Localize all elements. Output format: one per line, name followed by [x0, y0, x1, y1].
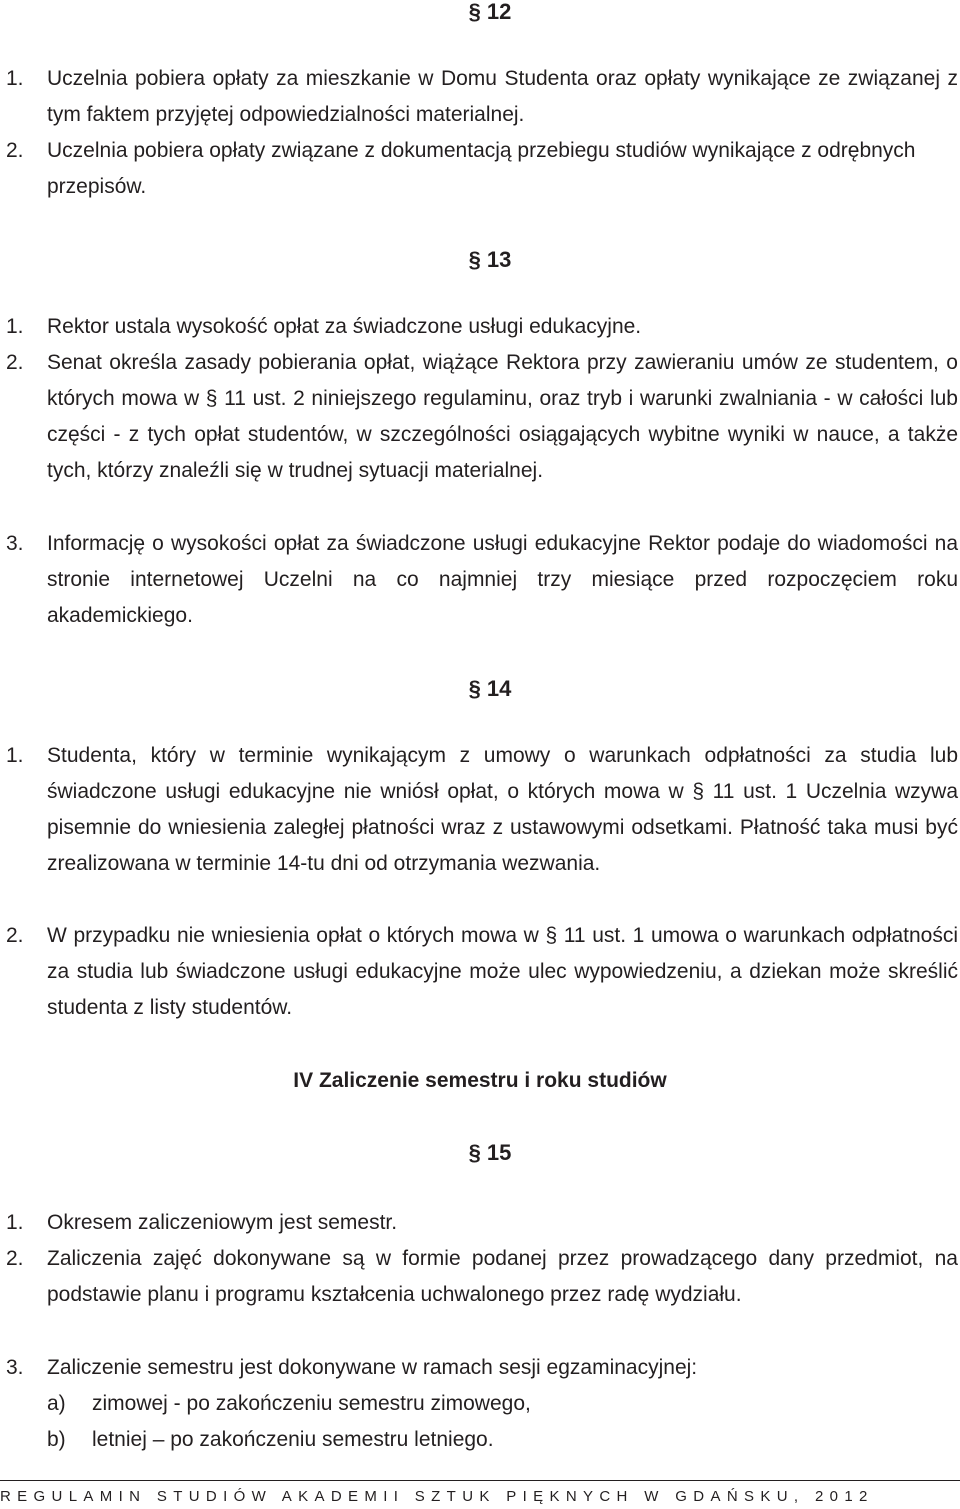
item-number: 1. [6, 315, 24, 338]
footer-divider [0, 1480, 960, 1481]
list-item [0, 61, 960, 133]
list-item [0, 526, 960, 634]
chapter-title: IV Zaliczenie semestru i roku studiów [293, 1069, 667, 1092]
list-item [0, 345, 960, 489]
item-number: 1. [6, 744, 24, 767]
item-text: Zaliczenia zajęć dokonywane są w formie podanej przez prowadzącego dany przedmiot, na podstawie planu i programu kształcenia uchwalonego przez radę wydziału. [47, 1247, 958, 1306]
paragraph-heading-13: § 13 [468, 247, 512, 272]
list-item [0, 309, 960, 345]
list-item [0, 1205, 960, 1241]
item-number: 3. [6, 1356, 24, 1379]
item-number: 1. [6, 1211, 24, 1234]
page-footer: REGULAMIN STUDIÓW AKADEMII SZTUK PIĘKNYCH W GDAŃSKU, 2012 [0, 1488, 874, 1505]
item-number: 1. [6, 67, 24, 90]
sub-list-item [0, 1422, 960, 1458]
paragraph-heading-14: § 14 [468, 676, 512, 701]
paragraph-heading-15: § 15 [468, 1140, 512, 1165]
item-number: 2. [6, 351, 24, 374]
item-text: Okresem zaliczeniowym jest semestr. [47, 1211, 398, 1234]
item-text: Rektor ustala wysokość opłat za świadczone usługi edukacyjne. [47, 315, 642, 338]
paragraph-heading-12: § 12 [468, 0, 512, 24]
sub-item-text: zimowej - po zakończeniu semestru zimowego, [92, 1392, 531, 1415]
sub-item-letter: b) [47, 1428, 66, 1451]
item-text: Informację o wysokości opłat za świadczone usługi edukacyjne Rektor podaje do wiadomości na stronie internetowej Uczelni na co najmniej trzy miesiące przed rozpoczęciem roku akademickiego. [47, 532, 958, 627]
list-item [0, 918, 960, 1026]
item-text: Uczelnia pobiera opłaty za mieszkanie w Domu Studenta oraz opłaty wynikające ze związanej z tym faktem przyjętej odpowiedzialności materialnej. [47, 67, 958, 126]
item-number: 2. [6, 139, 24, 162]
sub-item-text: letniej – po zakończeniu semestru letniego. [92, 1428, 494, 1451]
item-text: Senat określa zasady pobierania opłat, wiążące Rektora przy zawieraniu umów ze studentem, o których mowa w § 11 ust. 2 niniejszego regulaminu, oraz tryb i warunki zwalniania - w całości lub części - z tych opłat studentów, w szczególności osiągających wybitne wyniki w nauce, a także tych, którzy znaleźli się w trudnej sytuacji materialnej. [47, 351, 958, 482]
item-text: Studenta, który w terminie wynikającym z umowy o warunkach odpłatności za studia lub świadczone usługi edukacyjne nie wniósł opłat, o których mowa w § 11 ust. 1 Uczelnia wzywa pisemnie do wniesienia zaległej płatności wraz z ustawowymi odsetkami. Płatność taka musi być zrealizowana w terminie 14-tu dni od otrzymania wezwania. [47, 744, 958, 875]
item-number: 2. [6, 924, 24, 947]
sub-item-letter: a) [47, 1392, 66, 1415]
item-text: Uczelnia pobiera opłaty związane z dokumentacją przebiegu studiów wynikające z odrębnych przepisów. [47, 139, 916, 198]
list-item [0, 738, 960, 882]
list-item [0, 1241, 960, 1313]
item-text: Zaliczenie semestru jest dokonywane w ramach sesji egzaminacyjnej: [47, 1356, 698, 1379]
item-number: 2. [6, 1247, 24, 1270]
list-item [0, 133, 960, 205]
item-text: W przypadku nie wniesienia opłat o których mowa w § 11 ust. 1 umowa o warunkach odpłatności za studia lub świadczone usługi edukacyjne może ulec wypowiedzeniu, a dziekan może skreślić studenta z listy studentów. [47, 924, 958, 1019]
list-item [0, 1350, 960, 1386]
item-number: 3. [6, 532, 24, 555]
sub-list-item [0, 1386, 960, 1422]
